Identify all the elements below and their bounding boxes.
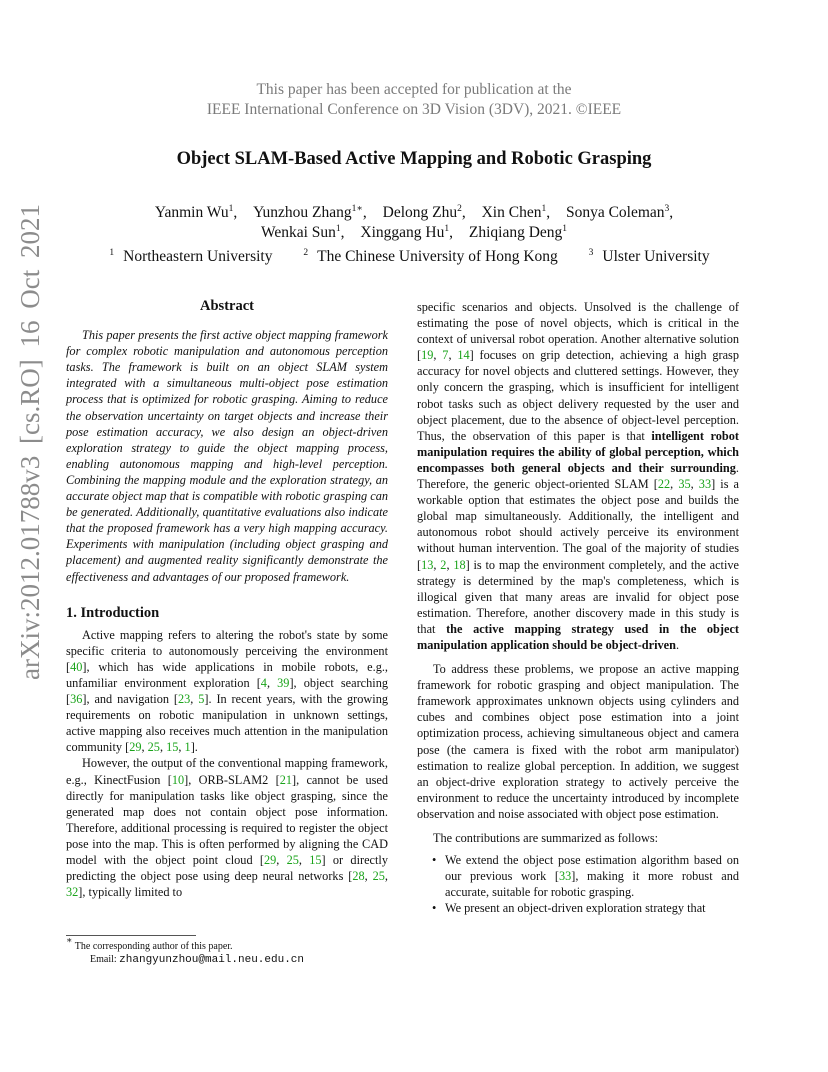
author: Xinggang Hu$^1$, — [360, 224, 453, 241]
citation-link[interactable]: 14 — [457, 348, 470, 363]
citation-link[interactable]: 1 — [184, 740, 191, 755]
publication-notice — [0, 80, 828, 120]
citation-link[interactable]: 33 — [698, 477, 712, 492]
author: Wenkai Sun$^1$, — [260, 224, 345, 241]
affiliations — [0, 248, 828, 266]
citation-link[interactable]: 25 — [147, 740, 160, 755]
list-item: • We extend the object pose estimation algorithm based on our previous work [33], making it more robust and accurate, suitable for robotic grasping. — [417, 852, 739, 900]
author-list — [0, 203, 828, 243]
list-item: • We present an object-driven exploration strategy that — [417, 900, 739, 916]
citation-link[interactable]: 15 — [166, 740, 179, 755]
citation-link[interactable]: 33 — [558, 869, 572, 884]
abstract-text: This paper presents the first active object mapping framework for complex robotic manipulation and autonomous perception tasks. The framework is built on an object SLAM system integrated with a simultaneous multi-object pose estimation process that is optimized for robotic grasping. Aiming to reduce the observation uncertainty on target objects and increase their pose estimation accuracy, we also design an object-driven exploration strategy to guide the object mapping process, enabling autonomous mapping and high-level perception. Combining the mapping module and the exploration strategy, an accurate object map that is compatible with robotic grasping can be generated. Additionally, quantitative evaluations also indicate that the proposed framework has a very high mapping accuracy. Experiments with manipulation (including object grasping and placement) and augmented reality significantly demonstrate the effectiveness and advantages of our proposed framework. — [66, 328, 388, 584]
citation-link[interactable]: 13 — [421, 557, 434, 572]
email-address[interactable]: zhangyunzhou@mail.neu.edu.cn — [119, 954, 305, 966]
author: Yunzhou Zhang$^{1∗}$, — [253, 204, 367, 221]
author: Yanmin Wu$^1$, — [154, 204, 238, 221]
citation-link[interactable]: 22 — [657, 477, 671, 492]
citation-link[interactable]: 19 — [421, 348, 434, 363]
author: Sonya Coleman$^3$, — [565, 204, 674, 221]
abstract-heading: Abstract — [200, 298, 254, 314]
citation-link[interactable]: 5 — [198, 692, 205, 707]
citation-link[interactable]: 10 — [171, 772, 185, 787]
citation-link[interactable]: 18 — [453, 557, 466, 572]
citation-link[interactable]: 40 — [70, 659, 83, 674]
author: Delong Zhu$^2$, — [382, 204, 466, 221]
left-column — [66, 298, 388, 900]
paragraph: specific scenarios and objects. Unsolved is the challenge of estimating the pose of novel objects, which is critical in the context of universal robot operation. Another alternative solution [19, 7, 14] focuses on grip detection, achieving a high grasp accuracy for novel objects and cluttered settings. However, they only concern the grasping, which is insufficient for intelligent robot tasks such as object delivery requested by the user and object placement, due to the absence of object-level perception. Thus, the observation of this paper is that intelligent robot manipulation requires the ability of global perception, which encompasses both general objects and their surrounding. Therefore, the generic object-oriented SLAM [22, 35, 33] is a workable option that estimates the object pose and builds the global map simultaneously. Additionally, the intelligent and autonomous robot should actively perceive its environment without human intervention. The goal of the majority of studies [13, 2, 18] is to map the environment completely, and the active strategy is determined by the map's completeness, which is illogical given that many areas are invalid for object pose estimation. Therefore, another discovery made in this study is that the active mapping strategy used in the object manipulation application should be object-driven. — [417, 300, 740, 652]
arxiv-stamp: arXiv:2012.01788v3 [cs.RO] 16 Oct 2021 — [15, 204, 45, 680]
citation-link[interactable]: 36 — [70, 692, 83, 707]
citation-link[interactable]: 7 — [442, 348, 449, 363]
citation-link[interactable]: 15 — [309, 853, 322, 867]
citation-link[interactable]: 29 — [263, 853, 277, 867]
footnote-text: ∗ The corresponding author of this paper. — [66, 936, 233, 952]
citation-link[interactable]: 25 — [286, 853, 299, 867]
notice-line-1: This paper has been accepted for publication at the — [256, 81, 572, 98]
right-column — [417, 299, 739, 916]
author: Zhiqiang Deng$^1$ — [468, 224, 568, 241]
citation-link[interactable]: 28 — [352, 869, 365, 884]
citation-link[interactable]: 21 — [279, 772, 292, 787]
paragraph: To address these problems, we propose an active mapping framework for robotic grasping and object manipulation. The framework approximates unknown objects using cylinders and cubes and combines object pose estimation into a joint optimization process, achieving simultaneous object and camera pose (the camera is fixed with the robot arm manipulator) estimation to realize global perception. In addition, we suggest an object-drive exploration strategy to actively perceive the environment to reduce the uncertainty introduced by incomplete observation and noise associated with object pose estimation. — [417, 662, 739, 821]
footnote-rule — [66, 935, 196, 936]
affiliation: $^2$ The Chinese University of Hong Kong — [303, 248, 558, 265]
citation-link[interactable]: 25 — [372, 869, 385, 884]
affiliation: $^1$ Northeastern University — [109, 248, 273, 265]
citation-link[interactable]: 32 — [66, 885, 79, 900]
affiliation: $^3$ Ulster University — [588, 248, 710, 265]
paper-title: Object SLAM-Based Active Mapping and Robotic Grasping — [176, 149, 652, 169]
footnote-email: Email: zhangyunzhou@mail.neu.edu.cn — [90, 954, 305, 966]
citation-link[interactable]: 29 — [129, 740, 142, 755]
author: Xin Chen$^1$, — [481, 204, 551, 221]
citation-link[interactable]: 4 — [260, 675, 267, 690]
notice-line-2: IEEE International Conference on 3D Vision (3DV), 2021. ©IEEE — [206, 101, 622, 118]
author-line-2 — [0, 223, 828, 243]
citation-link[interactable]: 35 — [678, 477, 691, 492]
paragraph: The contributions are summarized as follows: — [433, 831, 659, 845]
paragraph: Active mapping refers to altering the robot's state by some specific criteria to autonomously perceiving the environment [40], which has wide applications in mobile robots, e.g., unfamiliar environment exploration [4, 39], object searching [36], and navigation [23, 5]. In recent years, with the growing requirements on robotic manipulation in unknown settings, active mapping also receives much attention in the manipulation community [29, 25, 15, 1]. — [66, 627, 388, 755]
contribution-list — [417, 852, 739, 916]
paragraph: However, the output of the conventional mapping framework, e.g., KinectFusion [10], ORB-SLAM2 [21], cannot be used directly for manipulation tasks like object grasping, since the generated map does not contain object pose information. Therefore, additional processing is required to register the object pose into the map. This is often performed by aligning the CAD model with the object point cloud [29, 25, 15] or directly predicting the object pose using deep neural networks [28, 25, 32], typically limited to — [66, 756, 388, 900]
citation-link[interactable]: 39 — [277, 675, 290, 690]
citation-link[interactable]: 23 — [177, 692, 191, 707]
footnote — [66, 935, 388, 967]
section-heading: 1. Introduction — [66, 604, 160, 621]
citation-link[interactable]: 2 — [440, 557, 447, 572]
author-line-1 — [0, 203, 828, 223]
